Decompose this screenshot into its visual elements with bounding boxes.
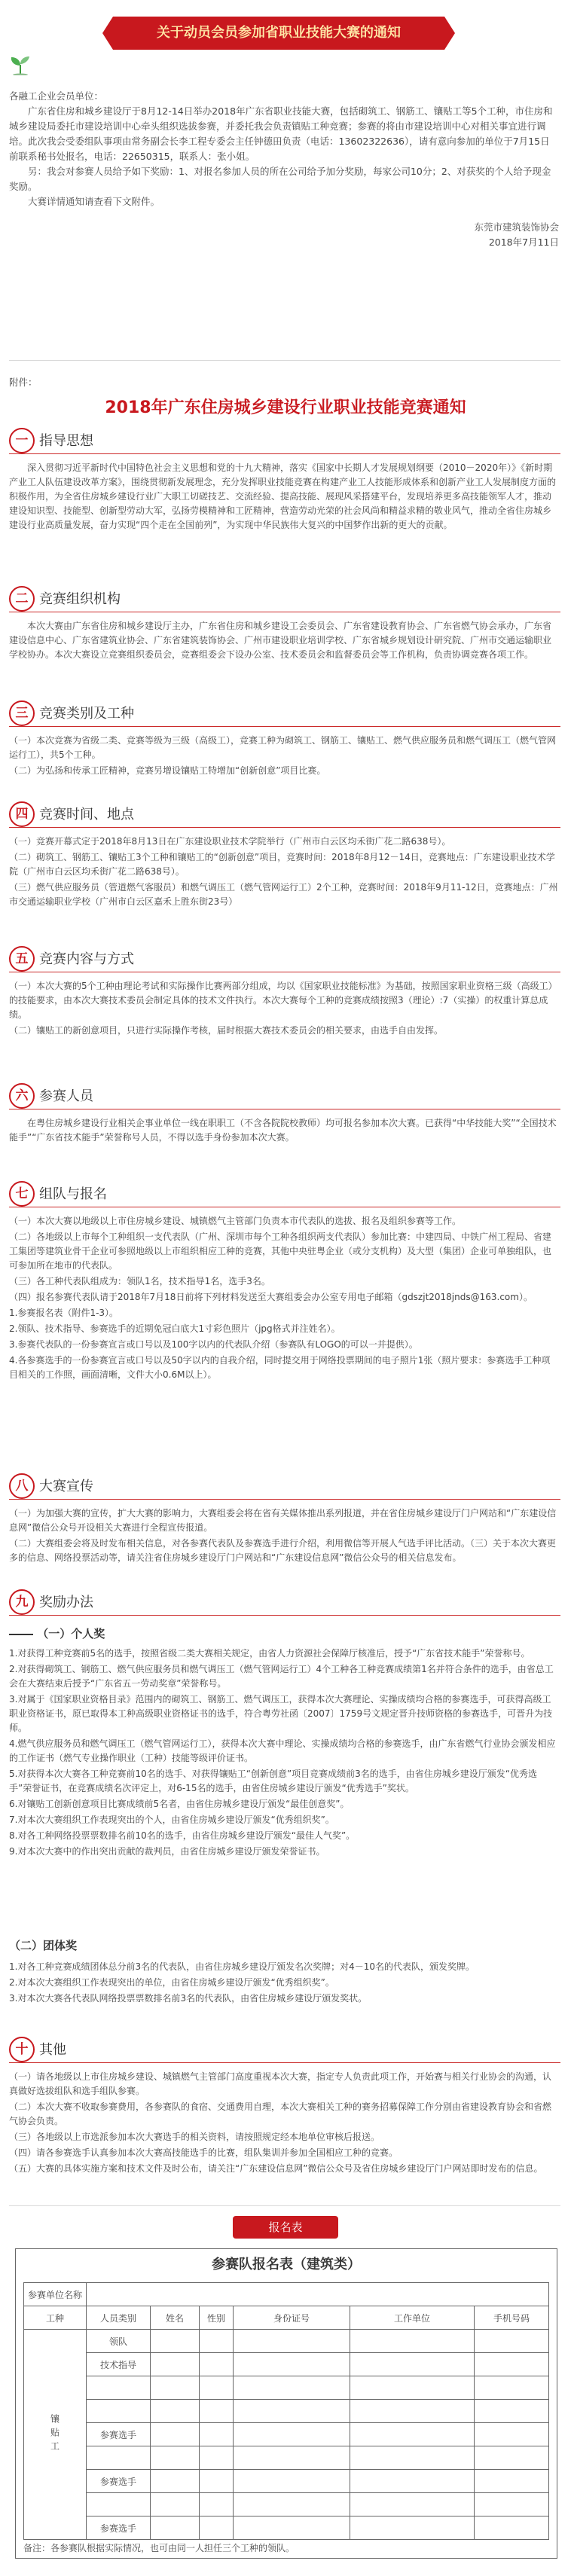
table-row: [24, 2516, 549, 2540]
section-rule: [9, 1499, 560, 1500]
awards-individual-title: （一）个人奖: [37, 1627, 105, 1641]
section-paragraph: 3.参赛代表队的一份参赛宣言或口号以及100字以内的代表队介绍（参赛队有LOGO的可以一并提供）。: [9, 1339, 418, 1350]
awards-group-list: [9, 1960, 559, 2007]
divider: [9, 2205, 560, 2206]
section-heading: [9, 1181, 560, 1205]
notice-header-banner: [113, 17, 444, 50]
award-item: 5.对获得本次大赛各工种竞赛前10名的选手、对获得镶贴工“创新创意”项目竞赛成绩前3名的选手，由省住房城乡建设厅颁发“优秀选手”荣誉证书，在竞赛成绩名次评定上，对6-15名的选手，由省住房城乡建设厅颁发“优秀选手”奖状。: [9, 1769, 538, 1793]
section-number: 七: [9, 1181, 35, 1207]
section-paragraph: 本次大赛由广东省住房和城乡建设厅主办，广东省住房和城乡建设工会委员会、广东省建设教育协会、广东省燃气协会承办，广东省建设信息中心、广东省建筑业协会、广东省建筑装饰协会、广州市建设职业培训学校、广东省城乡规划设计研究院、广州市交通运输职业学校协办。本次大赛设立竞赛组织委员会，竞赛组委会下设办公室、技术委员会和监督委员会等工作机构，负责协调竞赛各项工作。: [9, 621, 552, 660]
section-title: 奖励办法: [39, 1595, 93, 1610]
table-cell[interactable]: [151, 2446, 200, 2470]
table-cell[interactable]: [234, 2493, 350, 2516]
section-rule: [9, 726, 560, 727]
section-paragraph: 2.领队、技术指导、参赛选手的近期免冠白底大1寸彩色照片（jpg格式并注姓名）。: [9, 1323, 340, 1334]
section-heading: [9, 1473, 560, 1497]
attachment-label: 附件：: [9, 377, 38, 388]
section-paragraph: （三）各地级以上市选派参加本次大赛选手的相关资料，请按照规定经本地单位审核后报送。: [9, 2132, 380, 2142]
section-body: [9, 2070, 559, 2178]
table-cell[interactable]: [200, 2493, 234, 2516]
award-item: 1.对获得工种竞赛前5名的选手，按照省级二类大赛相关规定，由省人力资源社会保障厅核准后，授予“广东省技术能手”荣誉称号。: [9, 1648, 530, 1659]
table-cell[interactable]: [475, 2516, 549, 2540]
section-number: 六: [9, 1083, 35, 1109]
section-heading: [9, 946, 560, 970]
section-body: [9, 734, 559, 780]
section-paragraph: （四）请各参赛选手认真参加本次大赛高技能选手的比赛，组队集训并参加全国相应工种的竞赛。: [9, 2147, 398, 2158]
section-paragraph: 在粤住房城乡建设行业相关企事业单位一线在职职工（不含各院院校教师）均可报名参加本次大赛。已获得“中华技能大奖”“全国技术能手”“广东省技术能手”荣誉称号人员，不得以选手身份参加本次大赛。: [9, 1118, 557, 1143]
trade-cell: 镶贴工: [24, 2330, 87, 2540]
intro-paragraph: 大赛详情通知请查看下文附件。: [28, 196, 160, 207]
table-cell[interactable]: [350, 2470, 475, 2493]
table-cell[interactable]: [200, 2446, 234, 2470]
role-cell: [87, 2446, 151, 2470]
table-row: [24, 2353, 549, 2376]
section-paragraph: （二）为弘扬和传承工匠精神，竞赛另增设镶贴工特增加“创新创意”项目比赛。: [9, 765, 326, 776]
table-header: 工作单位: [350, 2306, 475, 2330]
section-number: 五: [9, 946, 35, 972]
table-cell[interactable]: [234, 2423, 350, 2446]
section-body: [9, 835, 559, 911]
table-row: [24, 2330, 549, 2353]
award-item: 1.对各工种竞赛成绩团体总分前3名的代表队，由省住房城乡建设厅颁发名次奖牌；对4－10名的代表队，颁发奖牌。: [9, 1961, 475, 1972]
table-cell[interactable]: [151, 2470, 200, 2493]
sign-date: 2018年7月11日: [488, 237, 559, 248]
section-paragraph: 4.各参赛选手的一份参赛宣言或口号以及50字以内的自我介绍，同时提交用于网络投票期间的电子照片1张（照片要求：参赛选手工种项目相关的工作照，画面清晰，文件大小0.6M以上）。: [9, 1355, 551, 1380]
section-paragraph: （二）本次大赛不收取参赛费用，各参赛队的食宿、交通费用自理，本次大赛相关工种的赛务招募保障工作分别由省建设教育协会和省燃气协会负责。: [9, 2101, 552, 2126]
table-header: 手机号码: [475, 2306, 549, 2330]
section-body: [9, 1506, 559, 1567]
table-cell[interactable]: [234, 2400, 350, 2423]
table-cell[interactable]: [350, 2353, 475, 2376]
award-item: 9.对本次大赛中的作出突出贡献的裁判员，由省住房城乡建设厅颁发荣誉证书。: [9, 1846, 325, 1857]
table-cell[interactable]: [350, 2330, 475, 2353]
section-heading: [9, 1589, 560, 1613]
section-title: 其他: [39, 2042, 66, 2058]
intro-letter: [9, 89, 559, 250]
section-number: 十: [9, 2037, 35, 2062]
table-cell[interactable]: [350, 2446, 475, 2470]
section-paragraph: （一）竞赛开幕式定于2018年8月13日在广东建设职业技术学院举行（广州市白云区均禾街广花二路638号）。: [9, 836, 451, 847]
section-paragraph: （二）砌筑工、钢筋工、镶贴工3个工种和镶贴工的“创新创意”项目，竞赛时间：2018年8月12－14日，竞赛地点：广东建设职业技术学院（广州市白云区均禾街广花二路638号）。: [9, 852, 555, 877]
section-title: 竞赛时间、地点: [39, 807, 134, 823]
table-header: 性别: [200, 2306, 234, 2330]
table-cell[interactable]: [350, 2423, 475, 2446]
section-rule: [9, 1615, 560, 1616]
awards-group-heading: [9, 1937, 77, 1953]
award-item: 4.燃气供应服务员和燃气调压工（燃气管网运行工），获得本次大赛中理论、实操成绩均合格的参赛选手，由广东省燃气行业协会颁发相应的工作证书（燃气专业操作职业（工种）技能等级评价证书。: [9, 1738, 556, 1763]
table-row: [24, 2283, 549, 2306]
section-paragraph: 1.参赛报名表（附件1-3）。: [9, 1308, 119, 1318]
section-title: 竞赛组织机构: [39, 591, 121, 607]
table-row: [24, 2470, 549, 2493]
table-cell[interactable]: [234, 2330, 350, 2353]
table-cell[interactable]: [151, 2493, 200, 2516]
form-title: 参赛队报名表（建筑类）: [212, 2257, 361, 2272]
table-cell[interactable]: [475, 2376, 549, 2400]
table-row: [24, 2376, 549, 2400]
section-number: 四: [9, 801, 35, 827]
section-rule: [9, 2062, 560, 2063]
section-rule: [9, 453, 560, 454]
sign-org: 东莞市建筑装饰协会: [474, 221, 559, 233]
table-cell[interactable]: [200, 2423, 234, 2446]
award-item: 6.对镶贴工创新创意项目比赛成绩前5名者，由省住房城乡建设厅颁发“最佳创意奖”。: [9, 1799, 350, 1809]
section-heading: [9, 801, 560, 826]
table-cell[interactable]: [234, 2353, 350, 2376]
section-title: 大赛宣传: [39, 1479, 93, 1494]
section-paragraph: （二）各地级以上市每个工种组织一支代表队（广州、深圳市每个工种各组织两支代表队）参加比赛：中建四局、中铁广州工程局、省建工集团等建筑业骨干企业可参照地级以上市组织相应工种的竞赛，其他中央驻粤企业（或分支机构）及大型（集团）企业可单独组队，也可参加所在地市的代表队。: [9, 1232, 552, 1271]
section-rule: [9, 827, 560, 828]
role-cell: 参赛选手: [87, 2516, 151, 2540]
awards-individual-list: [9, 1647, 559, 1860]
table-cell[interactable]: [234, 2446, 350, 2470]
registration-form: [15, 2248, 557, 2559]
section-paragraph: （一）本次大赛以地级以上市住房城乡建设、城镇燃气主管部门负责本市代表队的选拔、报名及组织参赛等工作。: [9, 1216, 462, 1226]
form-note: 备注：各参赛队根据实际情况，也可由同一人担任三个工种的领队。: [23, 2543, 295, 2553]
award-item: 7.对本次大赛组织工作表现突出的个人，由省住房城乡建设厅颁发“优秀组织奖”。: [9, 1814, 334, 1825]
table-cell[interactable]: [200, 2330, 234, 2353]
award-item: 8.对各工种网络投票票数排名前10名的选手，由省住房城乡建设厅颁发“最佳人气奖”。: [9, 1830, 356, 1841]
awards-individual-heading: [9, 1625, 105, 1641]
table-cell[interactable]: [475, 2330, 549, 2353]
award-item: 2.对获得砌筑工、钢筋工、燃气供应服务员和燃气调压工（燃气管网运行工）4个工种各工种竞赛成绩第1名并符合条件的选手，由省总工会在大赛结束后授予“广东省五一劳动奖章”荣誉称号。: [9, 1664, 554, 1689]
section-paragraph: （一）请各地级以上市住房城乡建设、城镇燃气主管部门高度重视本次大赛，指定专人负责此项工作，开始赛与相关行业协会的沟通，认真做好选拔组队和选手组队参赛。: [9, 2071, 552, 2096]
award-item: 3.对属于《国家职业资格目录》范围内的砌筑工、钢筋工、燃气调压工，获得本次大赛理论、实操成绩均合格的参赛选手，可获得高级工职业资格证书，原已取得本工种高级职业资格证书的选手，符合粤劳社函〔2007〕1759号文规定晋升技师资格的参赛选手，可晋升为技师。: [9, 1694, 553, 1733]
table-cell[interactable]: [151, 2376, 200, 2400]
section-body: [9, 619, 559, 664]
role-cell: 技术指导: [87, 2353, 151, 2376]
table-cell[interactable]: [350, 2493, 475, 2516]
section-title: 竞赛类别及工种: [39, 706, 134, 722]
table-row: [24, 2423, 549, 2446]
table-cell[interactable]: [475, 2423, 549, 2446]
section-heading: [9, 428, 560, 452]
table-cell[interactable]: [87, 2283, 549, 2306]
table-cell[interactable]: [234, 2470, 350, 2493]
table-cell[interactable]: [234, 2376, 350, 2400]
table-cell[interactable]: [151, 2400, 200, 2423]
role-cell: [87, 2400, 151, 2423]
section-paragraph: （三）各工种代表队组成为：领队1名，技术指导1名，选手3名。: [9, 1276, 270, 1286]
table-cell[interactable]: [475, 2400, 549, 2423]
section-paragraph: （五）大赛的具体实施方案和技术文件及时公布，请关注“广东建设信息网”微信公众号及省住房城乡建设厅门户网站即时发布的信息。: [9, 2163, 543, 2174]
table-cell[interactable]: [200, 2376, 234, 2400]
sprout-icon: [8, 54, 33, 75]
section-title: 指导思想: [39, 433, 93, 449]
section-paragraph: （二）大赛组委会将及时发布相关信息，对各参赛代表队及参赛选手进行介绍，利用微信等开展人气选手评比活动。（三）关于本次大赛更多的信息、网络投票活动等，请关注省住房城乡建设厅门户网站和“广东建设信息网”微信公众号的相关信息发布。: [9, 1538, 557, 1563]
table-cell[interactable]: [350, 2376, 475, 2400]
section-body: [9, 1214, 559, 1384]
table-cell[interactable]: [234, 2516, 350, 2540]
table-cell[interactable]: [200, 2470, 234, 2493]
section-number: 二: [9, 586, 35, 612]
table-cell[interactable]: [475, 2470, 549, 2493]
section-paragraph: （一）为加强大赛的宣传，扩大大赛的影响力，大赛组委会将在省有关媒体推出系列报道，并在省住房城乡建设厅门户网站和“广东建设信息网”微信公众号开设相关大赛进行全程宣传报道。: [9, 1508, 557, 1533]
document-title: 2018年广东住房城乡建设行业职业技能竞赛通知: [105, 398, 466, 417]
table-cell[interactable]: [475, 2353, 549, 2376]
table-cell[interactable]: [350, 2516, 475, 2540]
table-cell[interactable]: [151, 2353, 200, 2376]
greeting: 各融工企业会员单位：: [9, 90, 104, 102]
role-cell: [87, 2493, 151, 2516]
awards-group-title: （二）团体奖: [9, 1939, 78, 1952]
section-body: [9, 979, 559, 1039]
award-item: 3.对本次大赛各代表队网络投票票数排名前3名的代表队，由省住房城乡建设厅颁发奖状。: [9, 1993, 368, 2004]
table-cell[interactable]: [350, 2400, 475, 2423]
table-cell[interactable]: [151, 2330, 200, 2353]
table-cell[interactable]: [151, 2516, 200, 2540]
section-heading: [9, 1083, 560, 1107]
table-cell[interactable]: [200, 2353, 234, 2376]
notice-title: 关于动员会员参加省职业技能大赛的通知: [157, 25, 401, 41]
table-cell[interactable]: [200, 2516, 234, 2540]
table-cell[interactable]: [475, 2493, 549, 2516]
intro-paragraph: 广东省住房和城乡建设厅于8月12-14日举办2018年广东省职业技能大赛，包括砌筑工、钢筋工、镶贴工等5个工种，市住房和城乡建设局委托市建设培训中心牵头组织选拔参赛，并委托我会负责镇贴工种竞赛；参赛的将由市建设培训中心对相关事宜进行调培。此次我会受委组队事项由常务副会长李工程专委会主任钟德田负责（电话：13602322636），请有意向参加的单位于7月15日前联系秘书处报名，电话：22650315，联系人：张小姐。: [9, 105, 553, 162]
divider: [9, 360, 560, 361]
section-number: 三: [9, 700, 35, 726]
section-body: [9, 461, 559, 534]
section-paragraph: （一）本次竞赛为省级二类、竞赛等级为三级（高级工），竞赛工种为砌筑工、钢筋工、镶贴工、燃气供应服务员和燃气调压工（燃气管网运行工），共5个工种。: [9, 735, 557, 760]
section-paragraph: （三）燃气供应服务员（管道燃气客服员）和燃气调压工（燃气管网运行工）2个工种，竞赛时间：2018年9月11-12日，竞赛地点：广州市交通运输职业学校（广州市白云区嘉禾上胜东街23号）: [9, 882, 558, 907]
table-header: 身份证号: [234, 2306, 350, 2330]
table-row: [24, 2400, 549, 2423]
award-item: 2.对本次大赛组织工作表现突出的单位，由省住房城乡建设厅颁发“优秀组织奖”。: [9, 1977, 334, 1988]
section-number: 一: [9, 428, 35, 453]
table-header: 姓名: [151, 2306, 200, 2330]
role-cell: 参赛选手: [87, 2470, 151, 2493]
table-row: [24, 2493, 549, 2516]
section-number: 八: [9, 1473, 35, 1499]
table-cell: 参赛单位名称: [24, 2283, 87, 2306]
section-paragraph: 深入贯彻习近平新时代中国特色社会主义思想和党的十九大精神，落实《国家中长期人才发展规划纲要（2010－2020年）》《新时期产业工人队伍建设改革方案》，围绕贯彻新发展理念，充分发挥职业技能竞赛在构建产业工人技能形成体系和创新产业工人发展制度方面的积极作用，为全省住房城乡建设行业广大职工切磋技艺、交流经验、提高技能、展现风采搭建平台，发现培养更多高技能领军人才，推动建设知识型、技能型、创新型劳动大军，弘扬劳模精神和工匠精神，营造劳动光荣的社会风尚和精益求精的敬业风气，推动全省住房城乡建设行业高质量发展，奋力实现“四个走在全国前列”，为实现中华民族伟大复兴的中国梦作出新的更大的贡献。: [9, 462, 557, 530]
section-title: 组队与报名: [39, 1186, 107, 1202]
table-header: 人员类别: [87, 2306, 151, 2330]
section-title: 竞赛内容与方式: [39, 951, 134, 967]
registration-table: [23, 2282, 549, 2540]
role-cell: [87, 2376, 151, 2400]
table-row: [24, 2306, 549, 2330]
section-paragraph: （四）报名参赛代表队请于2018年7月18日前将下列材料发送至大赛组委会办公室专用电子邮箱（gdszjt2018jnds@163.com）。: [9, 1292, 533, 1302]
table-header: 工种: [24, 2306, 87, 2330]
role-cell: 参赛选手: [87, 2423, 151, 2446]
section-heading: [9, 700, 560, 725]
intro-paragraph: 另：我会对参赛人员给予如下奖励：1、对报名参加人员的所在公司给予加分奖励，每家公司10分；2、对获奖的个人给予现金奖励。: [9, 166, 551, 192]
form-tag: 报名表: [233, 2216, 338, 2239]
table-cell[interactable]: [151, 2423, 200, 2446]
section-heading: [9, 586, 560, 610]
table-cell[interactable]: [200, 2400, 234, 2423]
section-heading: [9, 2037, 560, 2061]
table-row: [24, 2446, 549, 2470]
role-cell: 领队: [87, 2330, 151, 2353]
table-cell[interactable]: [475, 2446, 549, 2470]
section-title: 参赛人员: [39, 1088, 93, 1104]
section-body: [9, 1116, 559, 1146]
section-paragraph: （一）本次大赛的5个工种由理论考试和实际操作比赛两部分组成，均以《国家职业技能标准》为基础，按照国家职业资格三级（高级工）的技能要求，由本次大赛技术委员会制定具体的技术文件执行。本次大赛每个工种的竞赛成绩按照3（理论）:7（实操）的权重计算总成绩。: [9, 981, 557, 1020]
section-number: 九: [9, 1589, 35, 1615]
section-paragraph: （二）镶贴工的新创意项目，只进行实际操作考核，届时根据大赛技术委员会的相关要求，由选手自由发挥。: [9, 1025, 444, 1036]
